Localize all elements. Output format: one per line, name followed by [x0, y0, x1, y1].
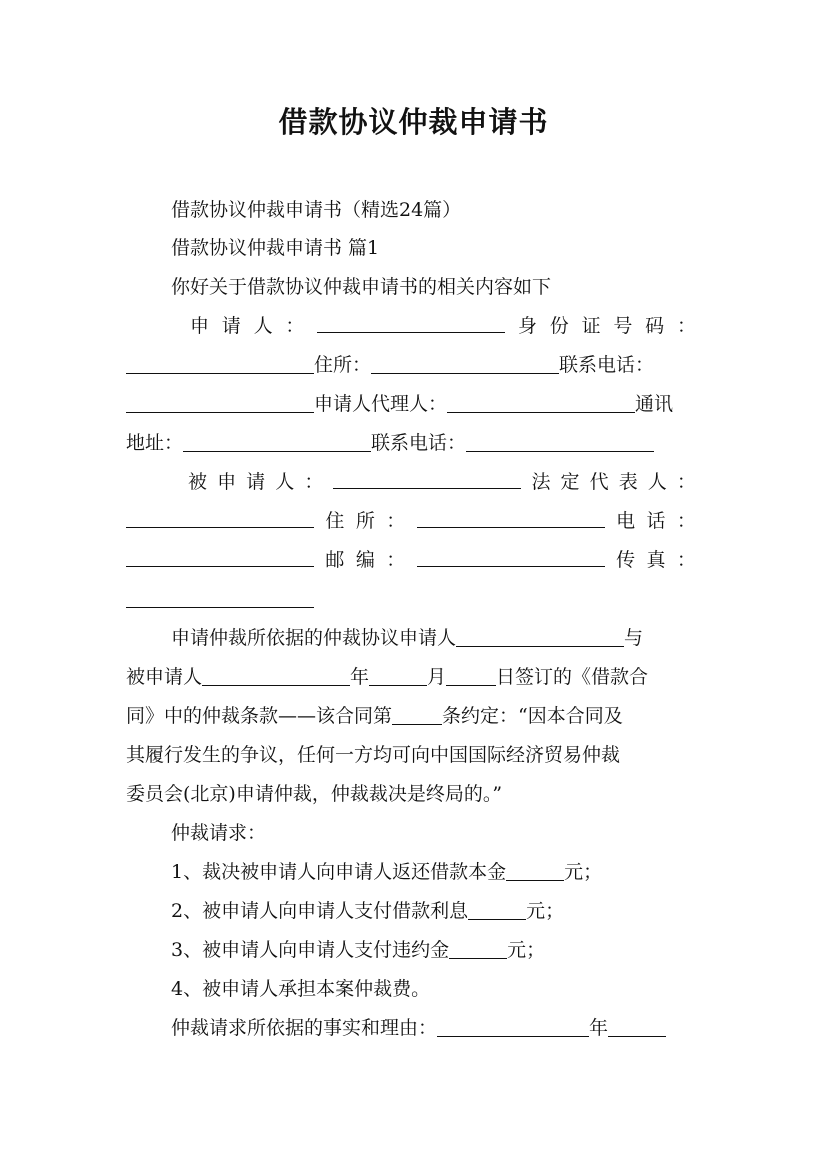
basis-line-3: 同》中的仲裁条款——该合同第 条约定：“因本合同及	[126, 697, 706, 735]
agent-phone-blank	[466, 429, 654, 452]
contact-row: 地址： 联系电话：	[126, 424, 706, 462]
basis-line-2: 被申请人 年 月 日签订的《借款合	[126, 658, 706, 696]
respondent-post-row: 邮 编 ： 传 真 ：	[126, 541, 696, 579]
respondent-address-blank	[417, 505, 605, 528]
postcode-blank	[417, 544, 605, 567]
applicant-name-blank	[317, 310, 505, 333]
intro-line: 你好关于借款协议仲裁申请书的相关内容如下	[171, 276, 552, 298]
basis-respondent-blank	[202, 663, 350, 686]
facts-year-blank	[608, 1014, 666, 1037]
clause-blank	[392, 702, 442, 725]
interest-amount-blank	[468, 897, 526, 920]
respondent-address-row: 住 所 ： 电 话 ：	[126, 502, 696, 540]
claims-title: 仲裁请求：	[171, 822, 267, 844]
subtitle-line: 借款协议仲裁申请书（精选24篇）	[171, 199, 462, 221]
fax-row	[126, 580, 706, 618]
day-blank	[446, 663, 496, 686]
basis-line-5: 委员会(北京)申请仲裁，仲裁裁决是终局的。”	[126, 783, 503, 805]
penalty-amount-blank	[449, 936, 507, 959]
facts-line: 仲裁请求所依据的事实和理由： 年	[171, 1009, 706, 1047]
principal-amount-blank	[506, 858, 564, 881]
phone-blank	[126, 390, 314, 413]
contact-address-blank	[183, 429, 371, 452]
basis-line-4: 其履行发生的争议，任何一方均可向中国国际经济贸易仲裁	[126, 744, 621, 766]
document-title: 借款协议仲裁申请书	[278, 105, 549, 139]
respondent-row: 被 申 请 人 ： 法 定 代 表 人 ：	[188, 463, 696, 501]
basis-line-1: 申请仲裁所依据的仲裁协议申请人 与	[171, 619, 706, 657]
id-number-blank	[126, 351, 314, 374]
fax-blank	[126, 585, 314, 608]
claim-1: 1、裁决被申请人向申请人返还借款本金 元；	[171, 853, 706, 891]
agent-row: 申请人代理人： 通讯	[126, 385, 706, 423]
respondent-name-blank	[333, 466, 521, 489]
section-heading: 借款协议仲裁申请书 篇1	[171, 237, 380, 259]
agent-blank	[447, 390, 635, 413]
applicant-row: 申 请 人 ： 身 份 证 号 码 ：	[190, 307, 696, 345]
respondent-phone-blank	[126, 544, 314, 567]
claim-2: 2、被申请人向申请人支付借款利息 元；	[171, 892, 706, 930]
year-blank	[369, 663, 427, 686]
basis-applicant-blank	[456, 624, 624, 647]
facts-blank	[437, 1014, 589, 1037]
claim-4: 4、被申请人承担本案仲裁费。	[171, 978, 431, 1000]
applicant-address-row: 住所： 联系电话：	[126, 346, 706, 384]
representative-blank	[126, 505, 314, 528]
claim-3: 3、被申请人向申请人支付违约金 元；	[171, 931, 706, 969]
address-blank	[371, 351, 559, 374]
